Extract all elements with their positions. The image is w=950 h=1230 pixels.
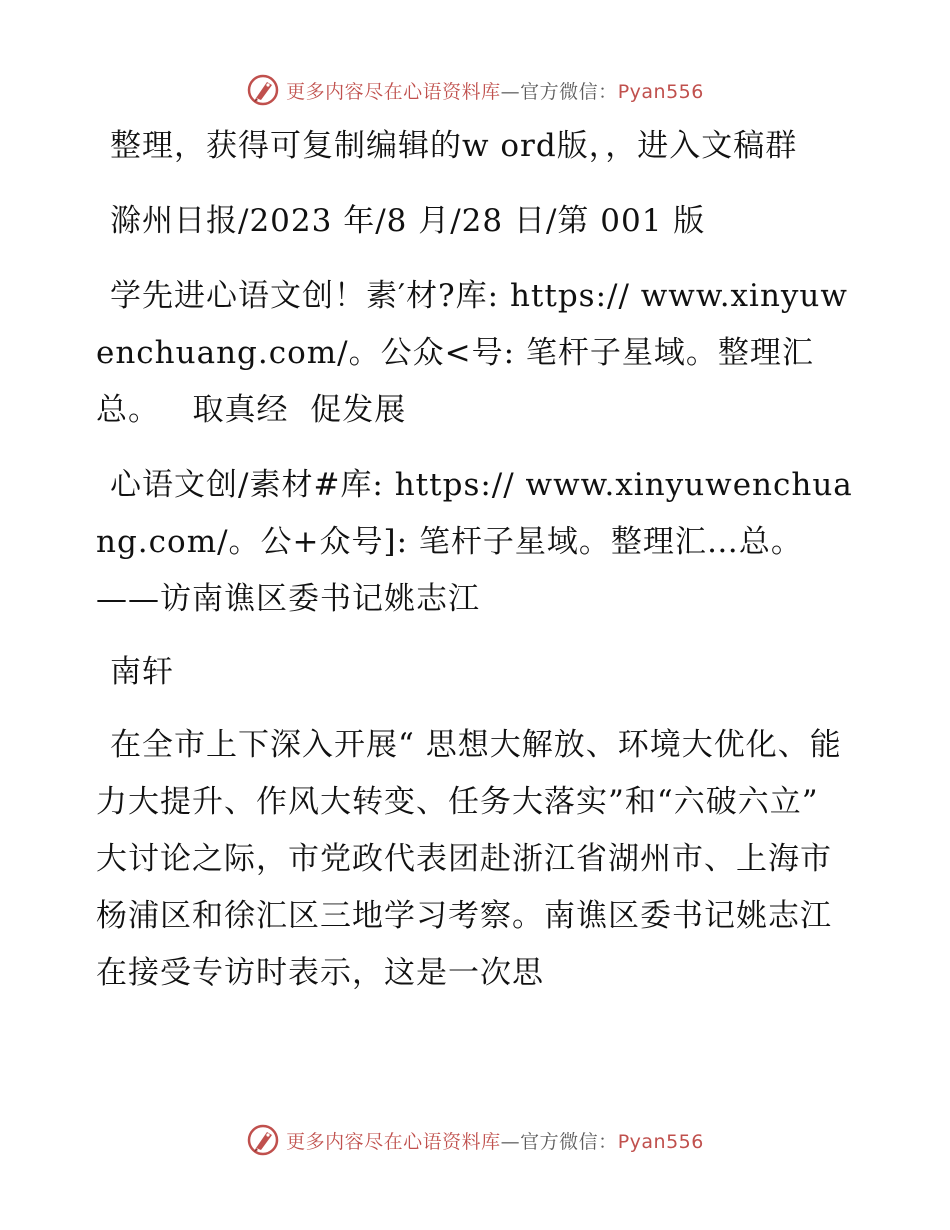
banner-wechat-id: Pyan556 [617, 1130, 704, 1153]
dateline: 滁州日报/2023 年/8 月/28 日/第 001 版 [110, 203, 706, 239]
footer-banner [0, 1120, 950, 1160]
banner-dash: — [500, 80, 521, 103]
banner-main-text: 更多内容尽在心语资料库 [286, 80, 501, 103]
banner-wechat-label: 官方微信： [520, 1130, 618, 1153]
banner-text [286, 77, 704, 104]
banner-dash: — [500, 1130, 521, 1153]
banner-wechat-label: 官方微信： [520, 80, 618, 103]
banner-text [286, 1127, 704, 1154]
author-name: 南轩 [110, 654, 174, 690]
source-note-2: 心语文创/素材#库: https:// www.xinyuwenchuang.com/。公+众号]: 笔杆子星域。整理汇…总。——访南谯区委书记姚志江 [96, 467, 853, 617]
body-paragraph: 在全市上下深入开展“ 思想大解放、环境大优化、能力大提升、作风大转变、任务大落实”和“六破六立” 大讨论之际，市党政代表团赴浙江省湖州市、上海市杨浦区和徐汇区三地学习考察。南谯区委书记姚志江在接受专访时表示，这是一次思 [96, 727, 842, 991]
banner-wechat-id: Pyan556 [617, 80, 704, 103]
source-note-1: 学先进心语文创！素′材?库: https:// www.xinyuwenchuang.com/。公众<号: 笔杆子星域。整理汇总。 取真经 促发展 [96, 278, 848, 428]
intro-line: 整理，获得可复制编辑的w ord版，，进入文稿群 [110, 128, 798, 164]
pen-nib-logo-icon [246, 73, 280, 107]
document-body [96, 118, 856, 1002]
banner-main-text: 更多内容尽在心语资料库 [286, 1130, 501, 1153]
pen-nib-logo-icon [246, 1123, 280, 1157]
header-banner [0, 70, 950, 110]
